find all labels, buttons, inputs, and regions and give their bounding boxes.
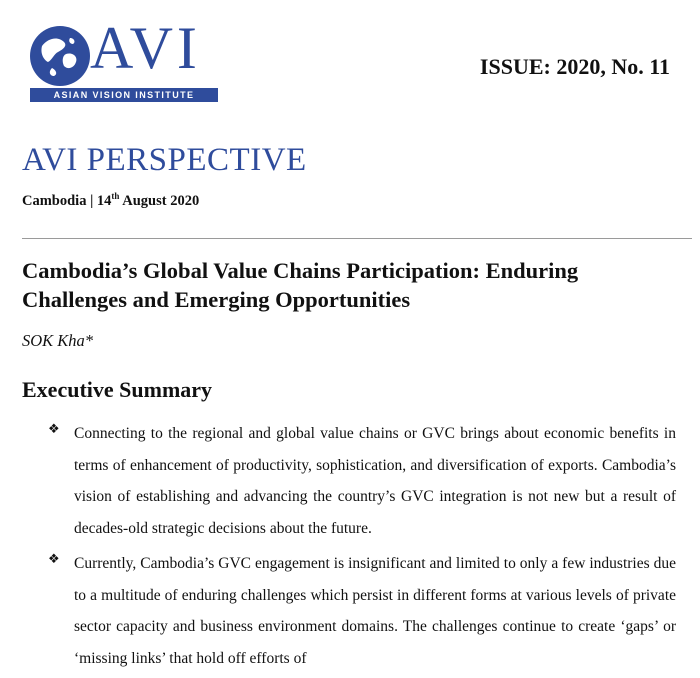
header-divider: [22, 238, 692, 239]
logo-wordmark: AVI: [90, 15, 201, 81]
dateline-month-year: August 2020: [119, 192, 200, 209]
issue-number: ISSUE: 2020, No. 11: [479, 54, 670, 79]
bullet-text: Connecting to the regional and global value chains or GVC brings about economic benefits in terms of enhancement of productivity, sophistication, and diversification of exports. Cambodia’s vision of establishing and advancing the country’s GVC integration is not new but a result of decades-old strategic decisions about the future.: [74, 425, 676, 537]
avi-logo: [28, 15, 220, 106]
diamond-bullet-icon: ❖: [48, 552, 60, 567]
author-name: SOK Kha*: [22, 331, 94, 350]
logo-tagline: ASIAN VISION INSTITUTE: [30, 88, 218, 102]
dateline-ordinal: th: [111, 191, 120, 201]
section-heading: Executive Summary: [22, 377, 213, 402]
dateline-country-day: Cambodia | 14: [22, 192, 112, 209]
article-title: Cambodia’s Global Value Chains Participation: Enduring Challenges and Emerging Opportunities: [22, 258, 579, 312]
series-title: AVI PERSPECTIVE: [22, 142, 307, 178]
globe-icon: [28, 24, 92, 88]
summary-bullet-list: [48, 418, 676, 678]
list-item: [48, 418, 676, 544]
bullet-text: Currently, Cambodia’s GVC engagement is insignificant and limited to only a few industries due to a multitude of enduring challenges which persist in different forms at various levels of private sector capacity and business environment domains. The challenges continue to create ‘gaps’ or ‘missing links’ that hold off efforts of: [74, 555, 676, 667]
diamond-bullet-icon: ❖: [48, 422, 60, 437]
list-item: [48, 548, 676, 674]
dateline: [22, 191, 199, 210]
